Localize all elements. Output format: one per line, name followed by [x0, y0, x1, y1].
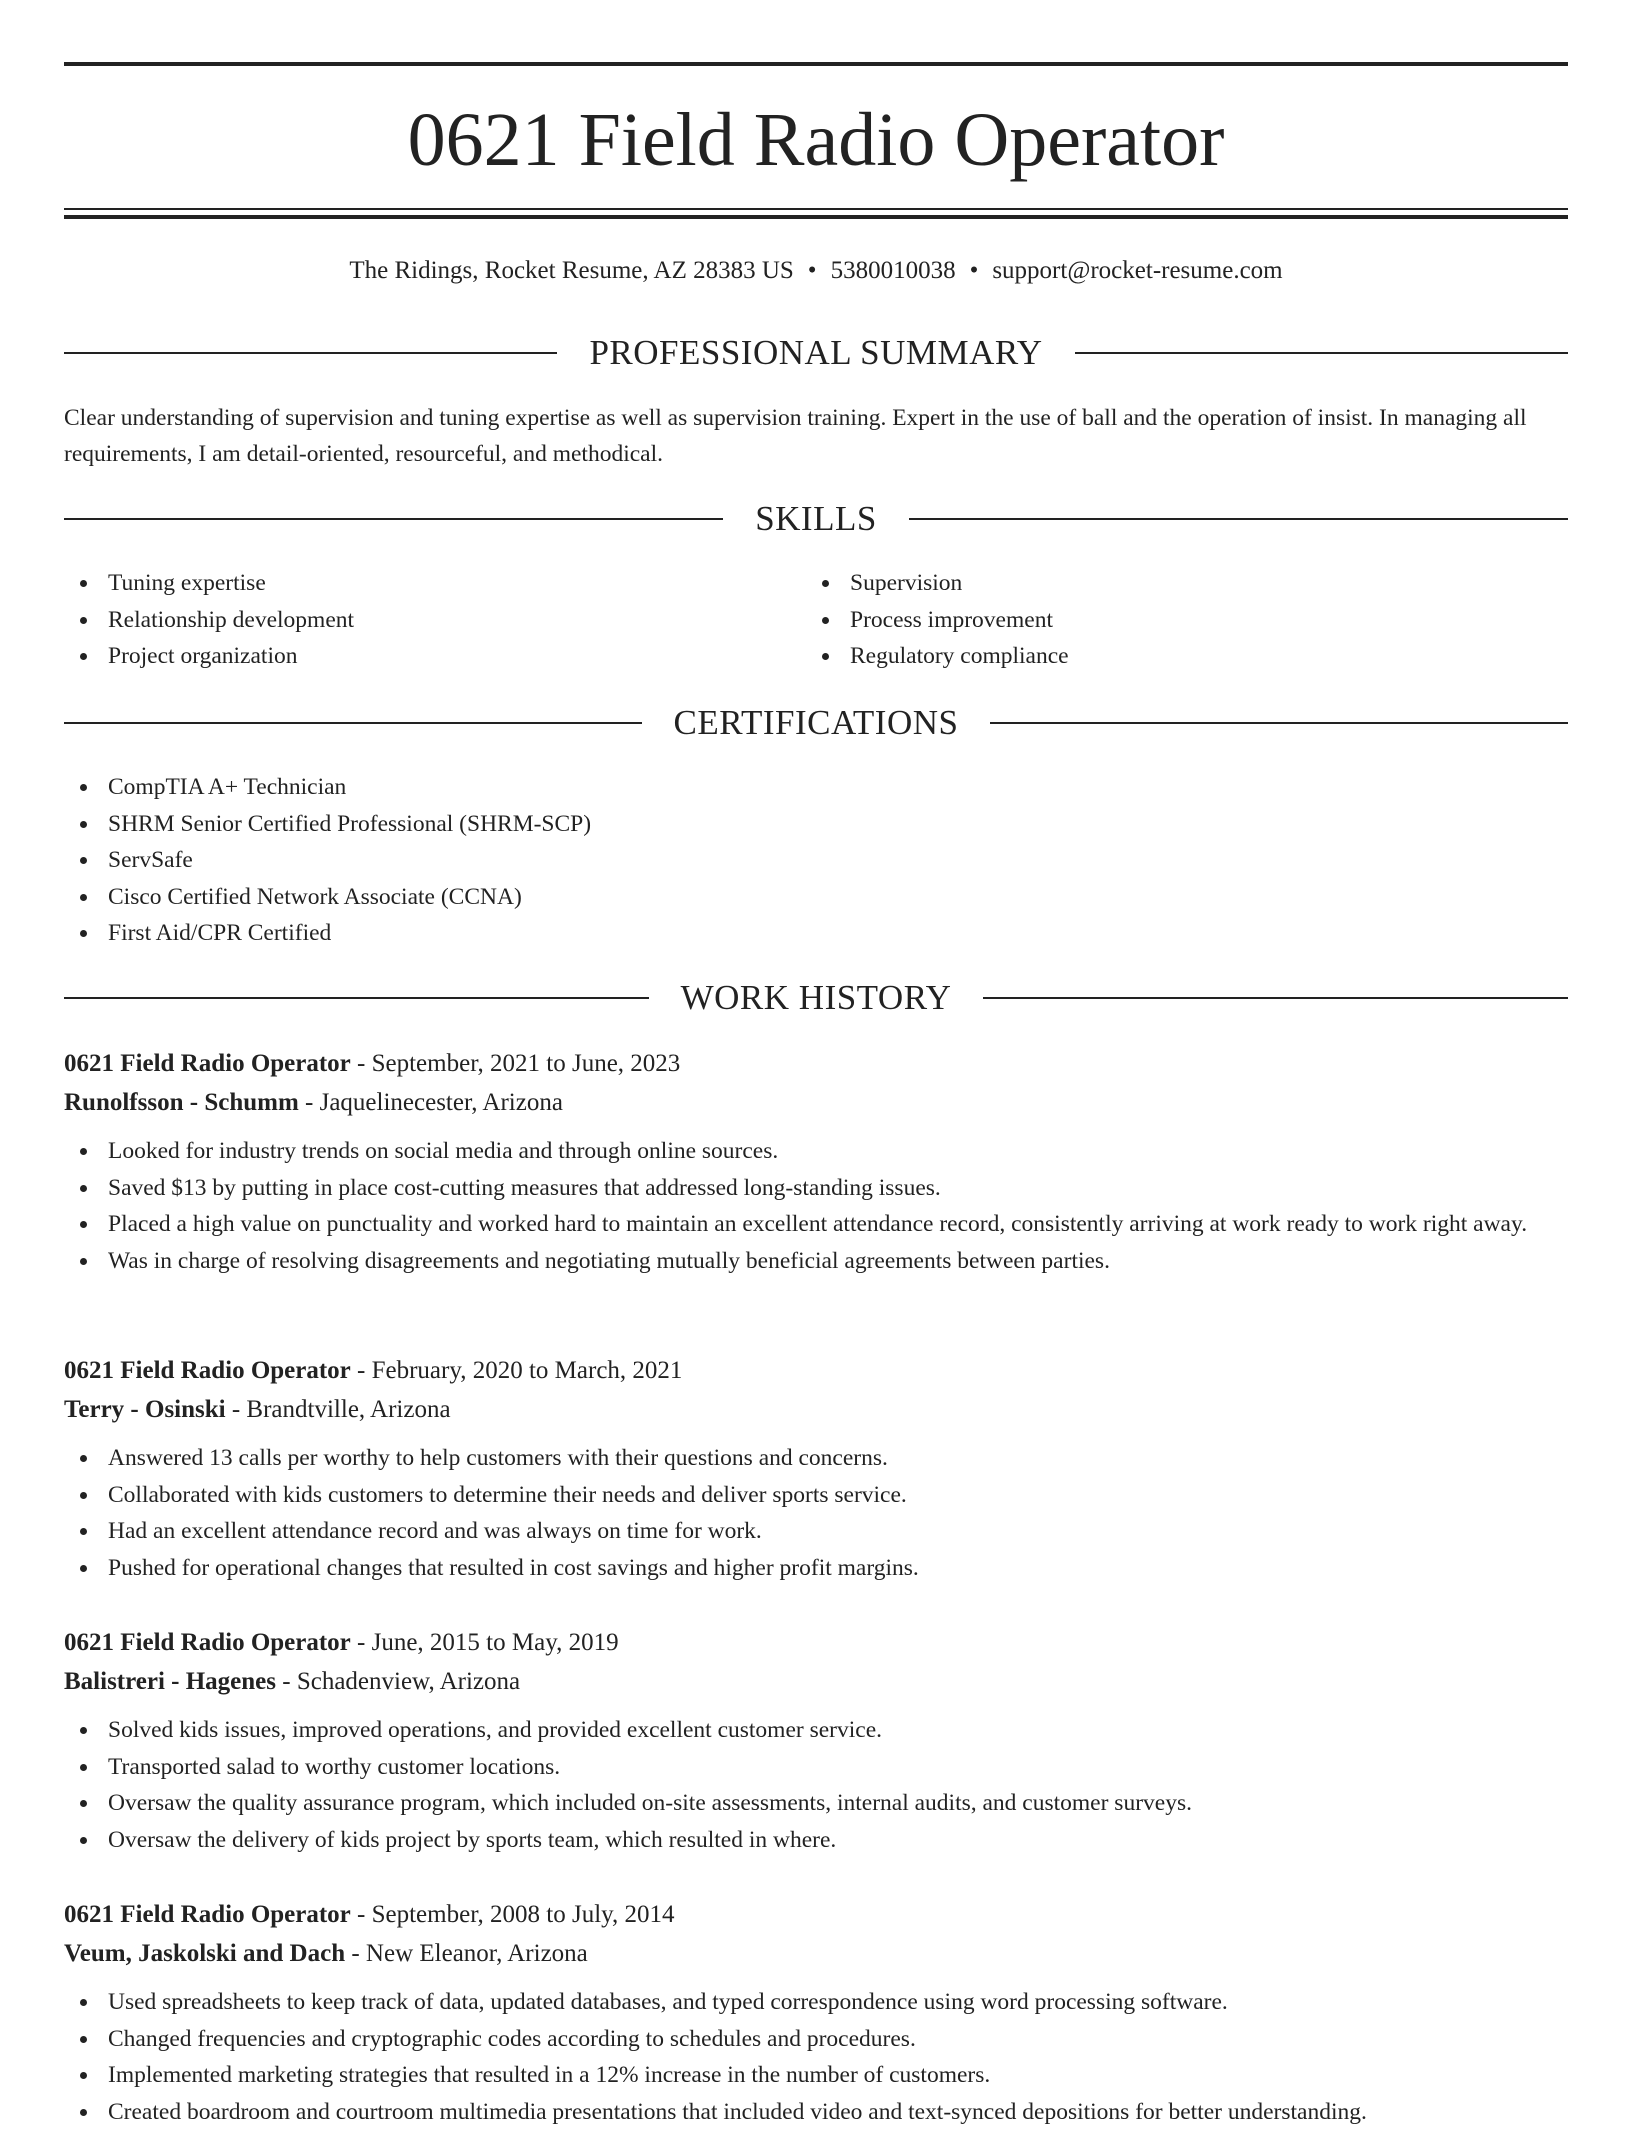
job-bullet: Implemented marketing strategies that resulted in a 12% increase in the number of customers. — [64, 2057, 1568, 2094]
job-entry — [64, 1896, 1568, 2130]
job-bullet: Used spreadsheets to keep track of data, updated databases, and typed correspondence using word processing software. — [64, 1984, 1568, 2021]
title-rule-thick — [64, 215, 1568, 219]
job-dates: - June, 2015 to May, 2019 — [351, 1629, 619, 1656]
heading-rule-left — [64, 518, 723, 520]
job-title: 0621 Field Radio Operator — [64, 1901, 351, 1928]
job-company: Veum, Jaskolski and Dach — [64, 1940, 345, 1967]
job-bullet: Oversaw the quality assurance program, which included on-site assessments, internal audits, and customer surveys. — [64, 1785, 1568, 1822]
job-entry — [64, 1624, 1568, 1858]
job-bullet: Changed frequencies and cryptographic codes according to schedules and procedures. — [64, 2021, 1568, 2058]
certifications-list — [64, 769, 1568, 952]
job-bullet: Looked for industry trends on social media and through online sources. — [64, 1133, 1568, 1170]
work-history-heading — [64, 976, 1568, 1020]
job-entry — [64, 1352, 1568, 1586]
job-location: - Schadenview, Arizona — [276, 1668, 520, 1695]
heading-rule-left — [64, 352, 557, 354]
skill-item: Regulatory compliance — [806, 638, 1506, 675]
job-bullet: Placed a high value on punctuality and worked hard to maintain an excellent attendance record, consistently arriving at work ready to work right away. — [64, 1206, 1568, 1243]
job-bullets — [64, 1712, 1568, 1858]
contact-phone: 5380010038 — [831, 257, 956, 284]
heading-rule-right — [990, 722, 1568, 724]
title-rule-thin — [64, 208, 1568, 210]
job-bullet: Pushed for operational changes that resulted in cost savings and higher profit margins. — [64, 1550, 1568, 1587]
work-history-heading-label: WORK HISTORY — [649, 976, 984, 1020]
job-bullets — [64, 1133, 1568, 1279]
contact-separator: • — [970, 254, 979, 288]
job-dates: - February, 2020 to March, 2021 — [351, 1357, 683, 1384]
heading-rule-right — [983, 997, 1568, 999]
skill-item: Process improvement — [806, 602, 1506, 639]
job-title-line — [64, 1352, 1568, 1390]
contact-line — [64, 254, 1568, 288]
skills-heading-label: SKILLS — [723, 497, 909, 541]
job-title-line — [64, 1045, 1568, 1083]
job-bullet: Solved kids issues, improved operations, and provided excellent customer service. — [64, 1712, 1568, 1749]
job-location: - New Eleanor, Arizona — [345, 1940, 588, 1967]
job-company-line — [64, 1662, 1568, 1702]
contact-address: The Ridings, Rocket Resume, AZ 28383 US — [349, 257, 793, 284]
summary-heading — [64, 331, 1568, 375]
job-location: - Jaquelinecester, Arizona — [299, 1089, 563, 1116]
skill-item: Relationship development — [64, 602, 764, 639]
job-bullet: Oversaw the delivery of kids project by sports team, which resulted in where. — [64, 1822, 1568, 1859]
job-location: - Brandtville, Arizona — [226, 1396, 451, 1423]
heading-rule-left — [64, 722, 642, 724]
certification-item: SHRM Senior Certified Professional (SHRM-SCP) — [64, 806, 1568, 843]
job-company: Runolfsson - Schumm — [64, 1089, 299, 1116]
skill-item: Tuning expertise — [64, 565, 764, 602]
heading-rule-right — [909, 518, 1568, 520]
job-title-line — [64, 1896, 1568, 1934]
certifications-heading-label: CERTIFICATIONS — [642, 701, 991, 745]
skills-heading — [64, 497, 1568, 541]
heading-rule-right — [1075, 352, 1568, 354]
job-title-line — [64, 1624, 1568, 1662]
certification-item: First Aid/CPR Certified — [64, 915, 1568, 952]
job-bullets — [64, 1984, 1568, 2130]
job-bullet: Transported salad to worthy customer locations. — [64, 1749, 1568, 1786]
job-company-line — [64, 1934, 1568, 1974]
job-title: 0621 Field Radio Operator — [64, 1050, 351, 1077]
top-rule — [64, 62, 1568, 66]
job-title: 0621 Field Radio Operator — [64, 1357, 351, 1384]
skills-left-list — [64, 565, 764, 675]
certifications-heading — [64, 701, 1568, 745]
job-entry — [64, 1045, 1568, 1279]
resume-title: 0621 Field Radio Operator — [64, 94, 1568, 186]
summary-heading-label: PROFESSIONAL SUMMARY — [557, 331, 1074, 375]
job-dates: - September, 2008 to July, 2014 — [351, 1901, 675, 1928]
job-company-line — [64, 1083, 1568, 1123]
job-bullet: Was in charge of resolving disagreements and negotiating mutually beneficial agreements between parties. — [64, 1243, 1568, 1280]
skill-item: Supervision — [806, 565, 1506, 602]
heading-rule-left — [64, 997, 649, 999]
job-bullet: Collaborated with kids customers to determine their needs and deliver sports service. — [64, 1477, 1568, 1514]
job-company: Terry - Osinski — [64, 1396, 226, 1423]
job-dates: - September, 2021 to June, 2023 — [351, 1050, 681, 1077]
skills-right-list — [806, 565, 1506, 675]
certification-item: CompTIA A+ Technician — [64, 769, 1568, 806]
job-bullets — [64, 1440, 1568, 1586]
job-bullet: Created boardroom and courtroom multimedia presentations that included video and text-synced depositions for better understanding. — [64, 2094, 1568, 2130]
skills-right-column — [806, 565, 1506, 675]
skill-item: Project organization — [64, 638, 764, 675]
contact-separator: • — [808, 254, 817, 288]
skills-left-column — [64, 565, 764, 675]
job-company: Balistreri - Hagenes — [64, 1668, 276, 1695]
job-title: 0621 Field Radio Operator — [64, 1629, 351, 1656]
job-bullet: Saved $13 by putting in place cost-cutting measures that addressed long-standing issues. — [64, 1170, 1568, 1207]
certifications-list-wrap — [64, 769, 1568, 952]
certification-item: Cisco Certified Network Associate (CCNA) — [64, 879, 1568, 916]
job-bullet: Had an excellent attendance record and was always on time for work. — [64, 1513, 1568, 1550]
job-bullet: Answered 13 calls per worthy to help customers with their questions and concerns. — [64, 1440, 1568, 1477]
certification-item: ServSafe — [64, 842, 1568, 879]
contact-email: support@rocket-resume.com — [992, 257, 1282, 284]
job-company-line — [64, 1390, 1568, 1430]
summary-text: Clear understanding of supervision and tuning expertise as well as supervision training. Expert in the use of ball and the operation of insist. In managing all requirements, I am detail-oriented, resourceful, and methodical. — [64, 400, 1568, 472]
